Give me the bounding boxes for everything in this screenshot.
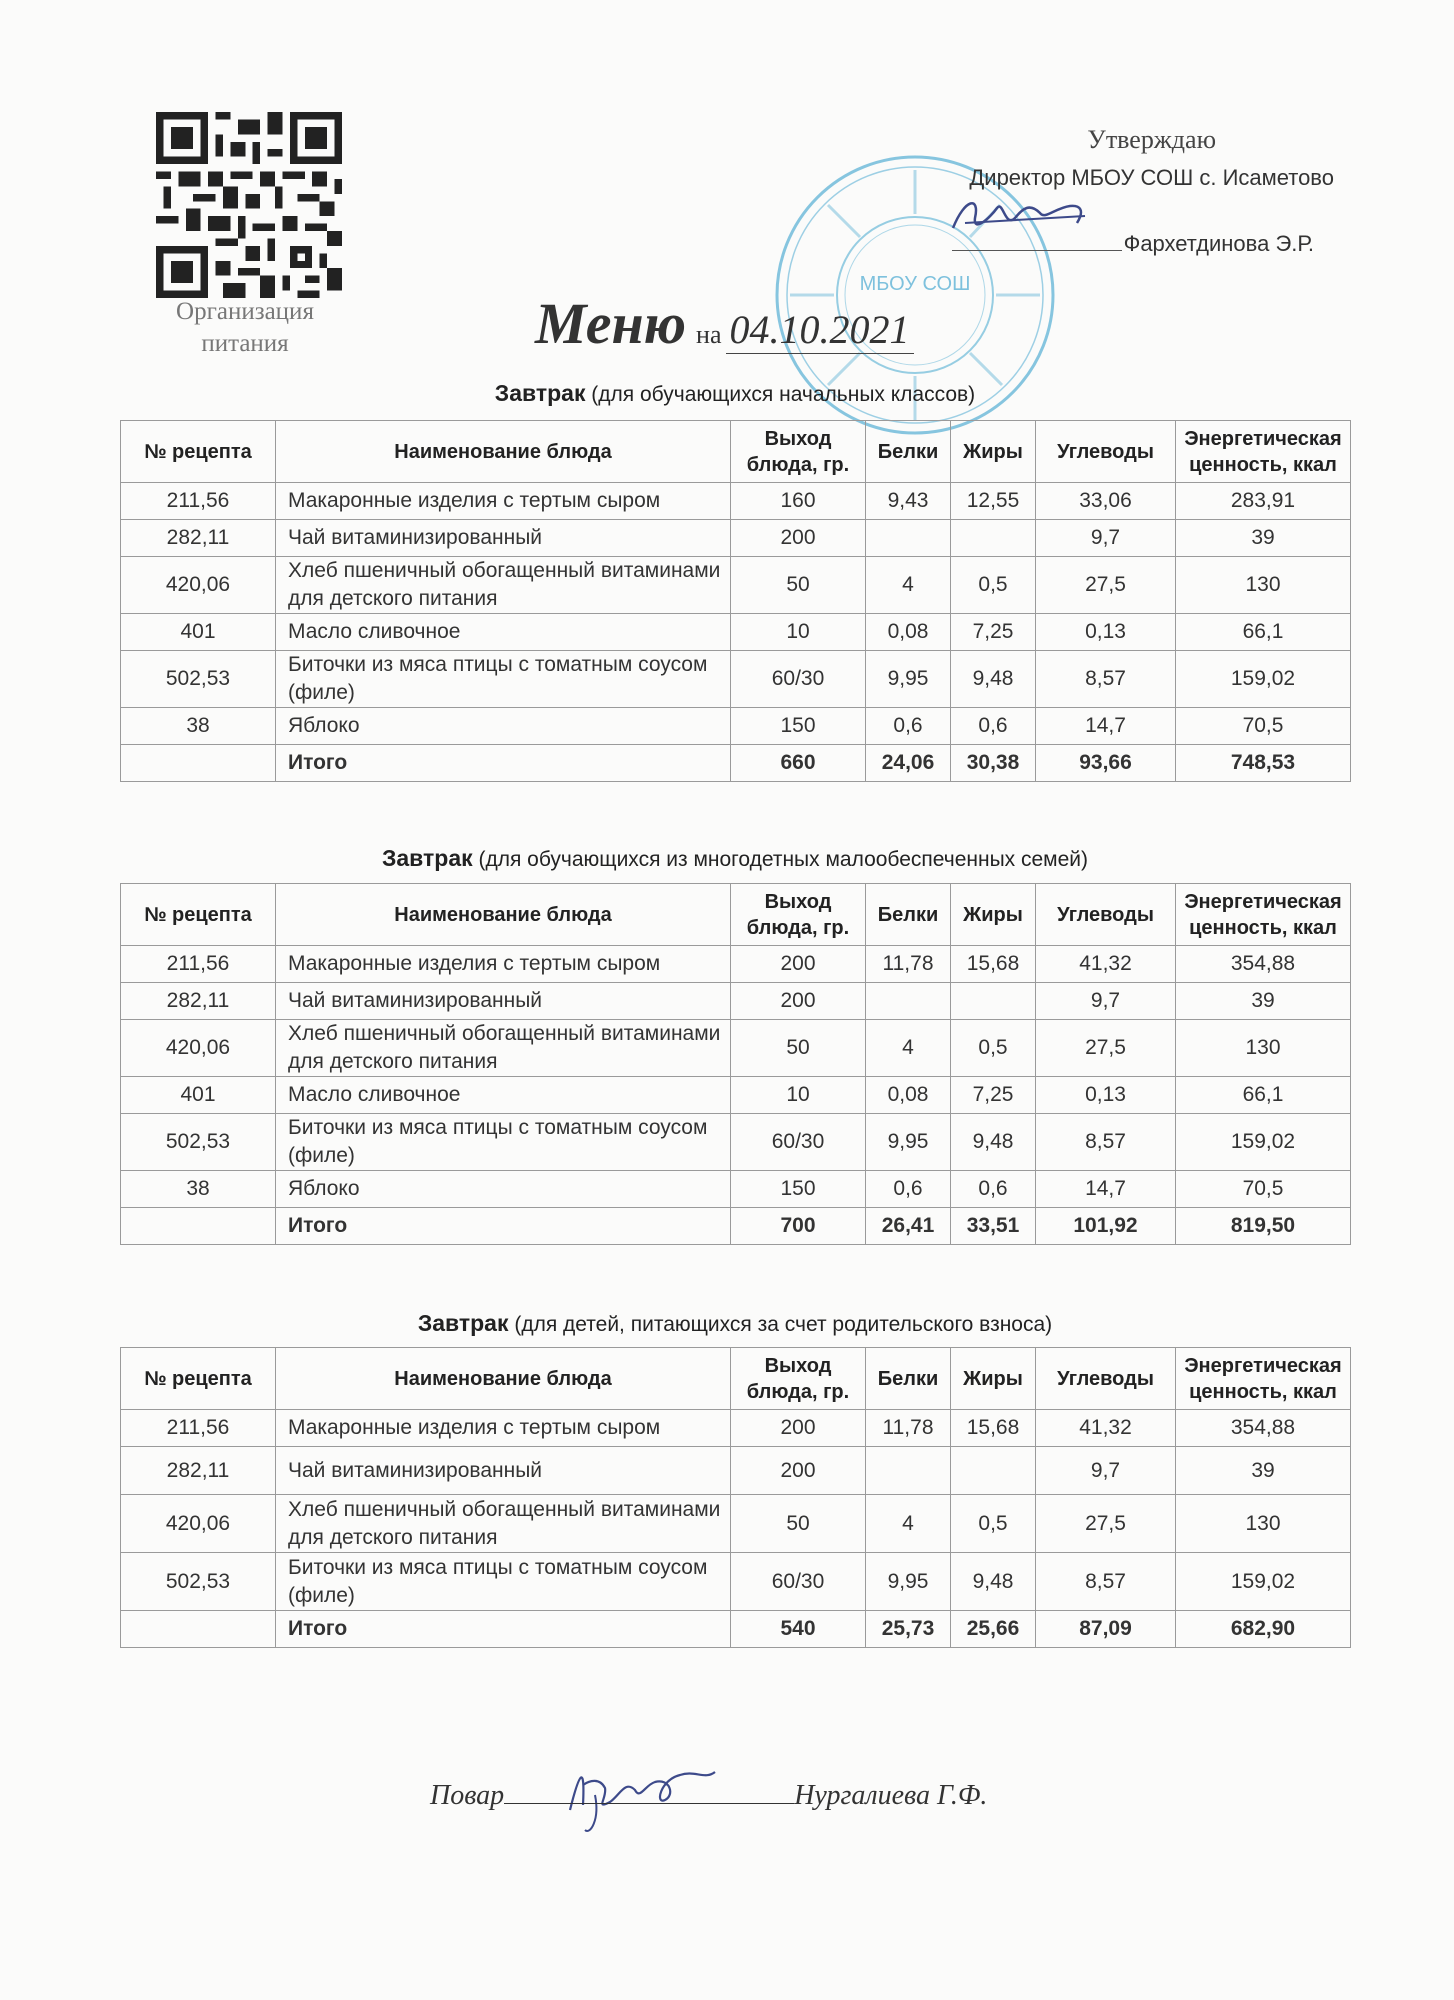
dish-name: Чай витаминизированный xyxy=(276,1447,731,1495)
menu-title xyxy=(535,290,914,357)
proteins: 11,78 xyxy=(866,1410,951,1447)
table-row xyxy=(121,1553,1351,1611)
section-title xyxy=(120,1310,1350,1337)
column-header: Наименование блюда xyxy=(276,884,731,946)
section-title-rest: (для обучающихся из многодетных малообеспеченных семей) xyxy=(478,848,1089,871)
dish-name: Чай витаминизированный xyxy=(276,520,731,557)
fats: 0,5 xyxy=(951,1495,1036,1553)
dish-name: Хлеб пшеничный обогащенный витаминами для детского питания xyxy=(276,1495,731,1553)
dish-name: Хлеб пшеничный обогащенный витаминами для детского питания xyxy=(276,557,731,614)
section-title-bold: Завтрак xyxy=(381,845,473,871)
proteins xyxy=(866,520,951,557)
section-title-rest: (для детей, питающихся за счет родительского взноса) xyxy=(514,1313,1053,1336)
table-row xyxy=(121,1077,1351,1114)
proteins: 24,06 xyxy=(866,745,951,782)
dish-name: Итого xyxy=(276,1611,731,1648)
director-name: Фархетдинова Э.Р. xyxy=(1123,231,1314,256)
recipe-number: 401 xyxy=(121,1077,276,1114)
cook-signature-block xyxy=(430,1780,987,1812)
portion-weight: 200 xyxy=(731,1410,866,1447)
table-row xyxy=(121,983,1351,1020)
table-row xyxy=(121,483,1351,520)
recipe-number: 38 xyxy=(121,1171,276,1208)
energy-value: 66,1 xyxy=(1176,614,1351,651)
carbohydrates: 8,57 xyxy=(1036,651,1176,708)
column-header: Жиры xyxy=(951,421,1036,483)
portion-weight: 10 xyxy=(731,1077,866,1114)
section-title-bold: Завтрак xyxy=(494,380,586,406)
column-header: Белки xyxy=(866,884,951,946)
carbohydrates: 101,92 xyxy=(1036,1208,1176,1245)
carbohydrates: 8,57 xyxy=(1036,1114,1176,1171)
dish-name: Биточки из мяса птицы с томатным соусом (филе) xyxy=(276,1553,731,1611)
column-header: Энергетическая ценность, ккал xyxy=(1176,1348,1351,1410)
recipe-number xyxy=(121,745,276,782)
proteins: 9,95 xyxy=(866,651,951,708)
recipe-number: 211,56 xyxy=(121,483,276,520)
cook-label: Повар xyxy=(430,1780,505,1811)
recipe-number: 420,06 xyxy=(121,557,276,614)
total-row xyxy=(121,1611,1351,1648)
table-row xyxy=(121,1447,1351,1495)
carbohydrates: 0,13 xyxy=(1036,1077,1176,1114)
dish-name: Макаронные изделия с тертым сыром xyxy=(276,946,731,983)
proteins: 0,6 xyxy=(866,708,951,745)
fats xyxy=(951,983,1036,1020)
column-header: Белки xyxy=(866,421,951,483)
carbohydrates: 41,32 xyxy=(1036,1410,1176,1447)
column-header: Углеводы xyxy=(1036,1348,1176,1410)
column-header: Выход блюда, гр. xyxy=(731,421,866,483)
carbohydrates: 9,7 xyxy=(1036,1447,1176,1495)
table-row xyxy=(121,1410,1351,1447)
carbohydrates: 33,06 xyxy=(1036,483,1176,520)
fats: 15,68 xyxy=(951,946,1036,983)
table-row xyxy=(121,557,1351,614)
energy-value: 283,91 xyxy=(1176,483,1351,520)
energy-value: 130 xyxy=(1176,1495,1351,1553)
energy-value: 682,90 xyxy=(1176,1611,1351,1648)
fats: 9,48 xyxy=(951,1553,1036,1611)
signature-underline xyxy=(952,250,1122,251)
energy-value: 70,5 xyxy=(1176,1171,1351,1208)
dish-name: Яблоко xyxy=(276,708,731,745)
fats xyxy=(951,520,1036,557)
recipe-number: 282,11 xyxy=(121,520,276,557)
column-header: № рецепта xyxy=(121,421,276,483)
qr-code xyxy=(156,112,342,298)
carbohydrates: 87,09 xyxy=(1036,1611,1176,1648)
table-row xyxy=(121,1020,1351,1077)
proteins: 9,43 xyxy=(866,483,951,520)
energy-value: 66,1 xyxy=(1176,1077,1351,1114)
energy-value: 159,02 xyxy=(1176,1553,1351,1611)
recipe-number: 401 xyxy=(121,614,276,651)
fats: 7,25 xyxy=(951,1077,1036,1114)
energy-value: 130 xyxy=(1176,1020,1351,1077)
recipe-number: 282,11 xyxy=(121,1447,276,1495)
portion-weight: 660 xyxy=(731,745,866,782)
carbohydrates: 27,5 xyxy=(1036,557,1176,614)
section-title-rest: (для обучающихся начальных классов) xyxy=(591,383,976,406)
qr-caption: Организация питания xyxy=(176,298,314,357)
recipe-number: 502,53 xyxy=(121,651,276,708)
carbohydrates: 9,7 xyxy=(1036,983,1176,1020)
section-title-bold: Завтрак xyxy=(417,1310,509,1336)
carbohydrates: 9,7 xyxy=(1036,520,1176,557)
column-header: № рецепта xyxy=(121,1348,276,1410)
proteins: 11,78 xyxy=(866,946,951,983)
energy-value: 39 xyxy=(1176,520,1351,557)
recipe-number xyxy=(121,1208,276,1245)
energy-value: 819,50 xyxy=(1176,1208,1351,1245)
stamp-text: МБОУ СОШ xyxy=(859,273,971,295)
column-header: Углеводы xyxy=(1036,421,1176,483)
portion-weight: 700 xyxy=(731,1208,866,1245)
column-header: Жиры xyxy=(951,884,1036,946)
portion-weight: 200 xyxy=(731,520,866,557)
column-header: Энергетическая ценность, ккал xyxy=(1176,884,1351,946)
fats xyxy=(951,1447,1036,1495)
fats: 0,5 xyxy=(951,1020,1036,1077)
carbohydrates: 14,7 xyxy=(1036,708,1176,745)
recipe-number xyxy=(121,1611,276,1648)
fats: 30,38 xyxy=(951,745,1036,782)
energy-value: 354,88 xyxy=(1176,946,1351,983)
recipe-number: 502,53 xyxy=(121,1553,276,1611)
table-row xyxy=(121,520,1351,557)
dish-name: Яблоко xyxy=(276,1171,731,1208)
dish-name: Макаронные изделия с тертым сыром xyxy=(276,483,731,520)
proteins: 4 xyxy=(866,557,951,614)
recipe-number: 211,56 xyxy=(121,946,276,983)
portion-weight: 50 xyxy=(731,557,866,614)
energy-value: 130 xyxy=(1176,557,1351,614)
energy-value: 159,02 xyxy=(1176,1114,1351,1171)
fats: 9,48 xyxy=(951,651,1036,708)
portion-weight: 200 xyxy=(731,983,866,1020)
dish-name: Масло сливочное xyxy=(276,1077,731,1114)
recipe-number: 211,56 xyxy=(121,1410,276,1447)
column-header: Жиры xyxy=(951,1348,1036,1410)
column-header: Углеводы xyxy=(1036,884,1176,946)
proteins: 26,41 xyxy=(866,1208,951,1245)
column-header: Наименование блюда xyxy=(276,421,731,483)
total-row xyxy=(121,745,1351,782)
carbohydrates: 93,66 xyxy=(1036,745,1176,782)
menu-title-na: на xyxy=(696,320,722,349)
column-header: Выход блюда, гр. xyxy=(731,884,866,946)
proteins: 9,95 xyxy=(866,1553,951,1611)
table-row xyxy=(121,946,1351,983)
dish-name: Макаронные изделия с тертым сыром xyxy=(276,1410,731,1447)
portion-weight: 50 xyxy=(731,1020,866,1077)
menu-table xyxy=(120,883,1351,1245)
column-header: Наименование блюда xyxy=(276,1348,731,1410)
fats: 0,6 xyxy=(951,1171,1036,1208)
proteins: 25,73 xyxy=(866,1611,951,1648)
dish-name: Биточки из мяса птицы с томатным соусом (филе) xyxy=(276,1114,731,1171)
carbohydrates: 0,13 xyxy=(1036,614,1176,651)
portion-weight: 50 xyxy=(731,1495,866,1553)
energy-value: 354,88 xyxy=(1176,1410,1351,1447)
approval-heading: Утверждаю xyxy=(1087,125,1216,154)
proteins xyxy=(866,983,951,1020)
recipe-number: 502,53 xyxy=(121,1114,276,1171)
section-title xyxy=(120,380,1350,407)
proteins: 0,08 xyxy=(866,1077,951,1114)
carbohydrates: 27,5 xyxy=(1036,1495,1176,1553)
cook-name: Нургалиева Г.Ф. xyxy=(794,1780,988,1811)
table-row xyxy=(121,1495,1351,1553)
table-row xyxy=(121,614,1351,651)
table-header-row xyxy=(121,1348,1351,1410)
proteins: 4 xyxy=(866,1020,951,1077)
column-header: № рецепта xyxy=(121,884,276,946)
fats: 33,51 xyxy=(951,1208,1036,1245)
director-signature-icon xyxy=(945,188,1095,248)
column-header: Белки xyxy=(866,1348,951,1410)
proteins: 0,6 xyxy=(866,1171,951,1208)
carbohydrates: 14,7 xyxy=(1036,1171,1176,1208)
energy-value: 159,02 xyxy=(1176,651,1351,708)
table-row xyxy=(121,1114,1351,1171)
table-header-row xyxy=(121,884,1351,946)
menu-title-main: Меню xyxy=(535,291,687,356)
approval-position: Директор МБОУ СОШ с. Исаметово xyxy=(969,165,1334,190)
carbohydrates: 27,5 xyxy=(1036,1020,1176,1077)
dish-name: Масло сливочное xyxy=(276,614,731,651)
table-row xyxy=(121,651,1351,708)
recipe-number: 38 xyxy=(121,708,276,745)
menu-date: 04.10.2021 xyxy=(726,306,914,354)
recipe-number: 420,06 xyxy=(121,1020,276,1077)
carbohydrates: 41,32 xyxy=(1036,946,1176,983)
recipe-number: 282,11 xyxy=(121,983,276,1020)
recipe-number: 420,06 xyxy=(121,1495,276,1553)
dish-name: Итого xyxy=(276,745,731,782)
fats: 25,66 xyxy=(951,1611,1036,1648)
carbohydrates: 8,57 xyxy=(1036,1553,1176,1611)
energy-value: 39 xyxy=(1176,983,1351,1020)
table-header-row xyxy=(121,421,1351,483)
column-header: Энергетическая ценность, ккал xyxy=(1176,421,1351,483)
fats: 12,55 xyxy=(951,483,1036,520)
fats: 0,5 xyxy=(951,557,1036,614)
energy-value: 70,5 xyxy=(1176,708,1351,745)
cook-signature-line xyxy=(504,1803,794,1804)
fats: 0,6 xyxy=(951,708,1036,745)
proteins xyxy=(866,1447,951,1495)
total-row xyxy=(121,1208,1351,1245)
table-row xyxy=(121,708,1351,745)
portion-weight: 200 xyxy=(731,946,866,983)
fats: 9,48 xyxy=(951,1114,1036,1171)
menu-table xyxy=(120,1347,1351,1648)
dish-name: Хлеб пшеничный обогащенный витаминами для детского питания xyxy=(276,1020,731,1077)
portion-weight: 150 xyxy=(731,1171,866,1208)
table-row xyxy=(121,1171,1351,1208)
proteins: 9,95 xyxy=(866,1114,951,1171)
energy-value: 39 xyxy=(1176,1447,1351,1495)
portion-weight: 60/30 xyxy=(731,1114,866,1171)
portion-weight: 60/30 xyxy=(731,1553,866,1611)
energy-value: 748,53 xyxy=(1176,745,1351,782)
dish-name: Биточки из мяса птицы с томатным соусом (филе) xyxy=(276,651,731,708)
portion-weight: 10 xyxy=(731,614,866,651)
dish-name: Чай витаминизированный xyxy=(276,983,731,1020)
dish-name: Итого xyxy=(276,1208,731,1245)
menu-table xyxy=(120,420,1351,782)
fats: 15,68 xyxy=(951,1410,1036,1447)
proteins: 0,08 xyxy=(866,614,951,651)
proteins: 4 xyxy=(866,1495,951,1553)
column-header: Выход блюда, гр. xyxy=(731,1348,866,1410)
portion-weight: 200 xyxy=(731,1447,866,1495)
portion-weight: 60/30 xyxy=(731,651,866,708)
portion-weight: 540 xyxy=(731,1611,866,1648)
portion-weight: 160 xyxy=(731,483,866,520)
fats: 7,25 xyxy=(951,614,1036,651)
section-title xyxy=(120,845,1350,872)
portion-weight: 150 xyxy=(731,708,866,745)
